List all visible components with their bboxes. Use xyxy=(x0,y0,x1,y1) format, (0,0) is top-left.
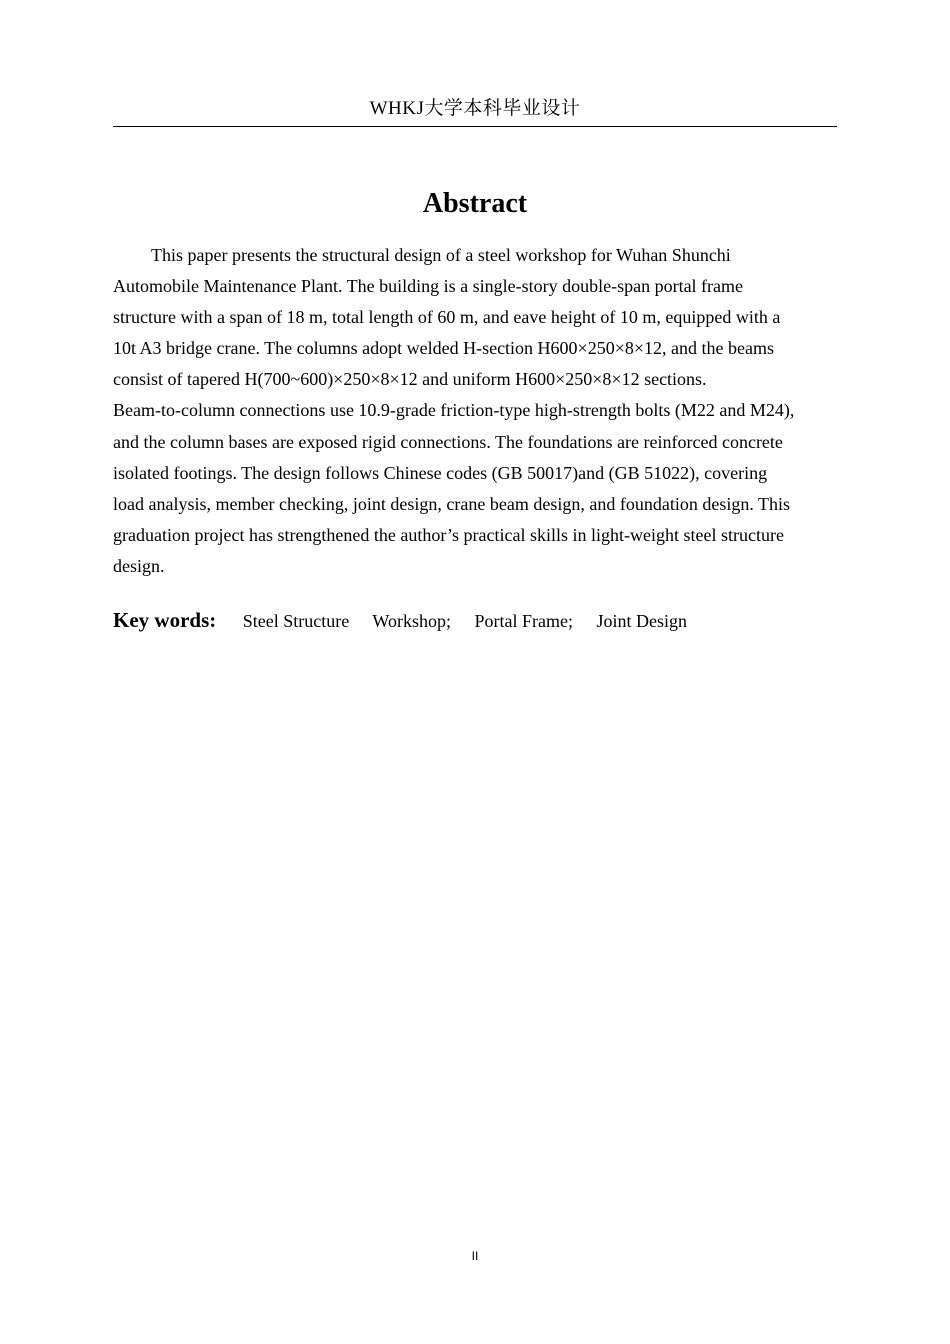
keywords-label: Key words: xyxy=(113,608,217,632)
keyword-item: Steel Structure xyxy=(242,611,350,631)
abstract-line: Automobile Maintenance Plant. The building is a single-story double-span portal frame xyxy=(113,276,744,297)
abstract-body xyxy=(113,240,853,582)
abstract-title: Abstract xyxy=(422,188,528,219)
abstract-line: load analysis, member checking, joint design, crane beam design, and foundation design. This xyxy=(113,493,791,514)
abstract-line: design. xyxy=(113,555,165,576)
abstract-line: This paper presents the structural design of a steel workshop for Wuhan Shunchi xyxy=(151,245,731,265)
abstract-line: graduation project has strengthened the author’s practical skills in light-weight steel structure xyxy=(113,524,784,545)
keywords-line xyxy=(113,602,837,639)
page-header: WHKJ大学本科毕业设计 xyxy=(369,98,581,119)
abstract-line: Beam-to-column connections use 10.9-grade friction-type high-strength bolts (M22 and M24), xyxy=(113,400,795,421)
header-divider xyxy=(113,126,837,127)
page-number: II xyxy=(471,1249,479,1263)
abstract-line: 10t A3 bridge crane. The columns adopt welded H-section H600×250×8×12, and the beams xyxy=(113,338,774,359)
abstract-line: isolated footings. The design follows Chinese codes (GB 50017)and (GB 51022), covering xyxy=(113,462,768,483)
keyword-item: Workshop; xyxy=(372,611,451,631)
keyword-item: Portal Frame; xyxy=(474,611,573,631)
abstract-line: consist of tapered H(700~600)×250×8×12 and uniform H600×250×8×12 sections. xyxy=(113,369,707,390)
keyword-item: Joint Design xyxy=(596,611,687,631)
abstract-line: structure with a span of 18 m, total length of 60 m, and eave height of 10 m, equipped with a xyxy=(113,307,781,328)
abstract-line: and the column bases are exposed rigid connections. The foundations are reinforced concrete xyxy=(113,431,783,452)
